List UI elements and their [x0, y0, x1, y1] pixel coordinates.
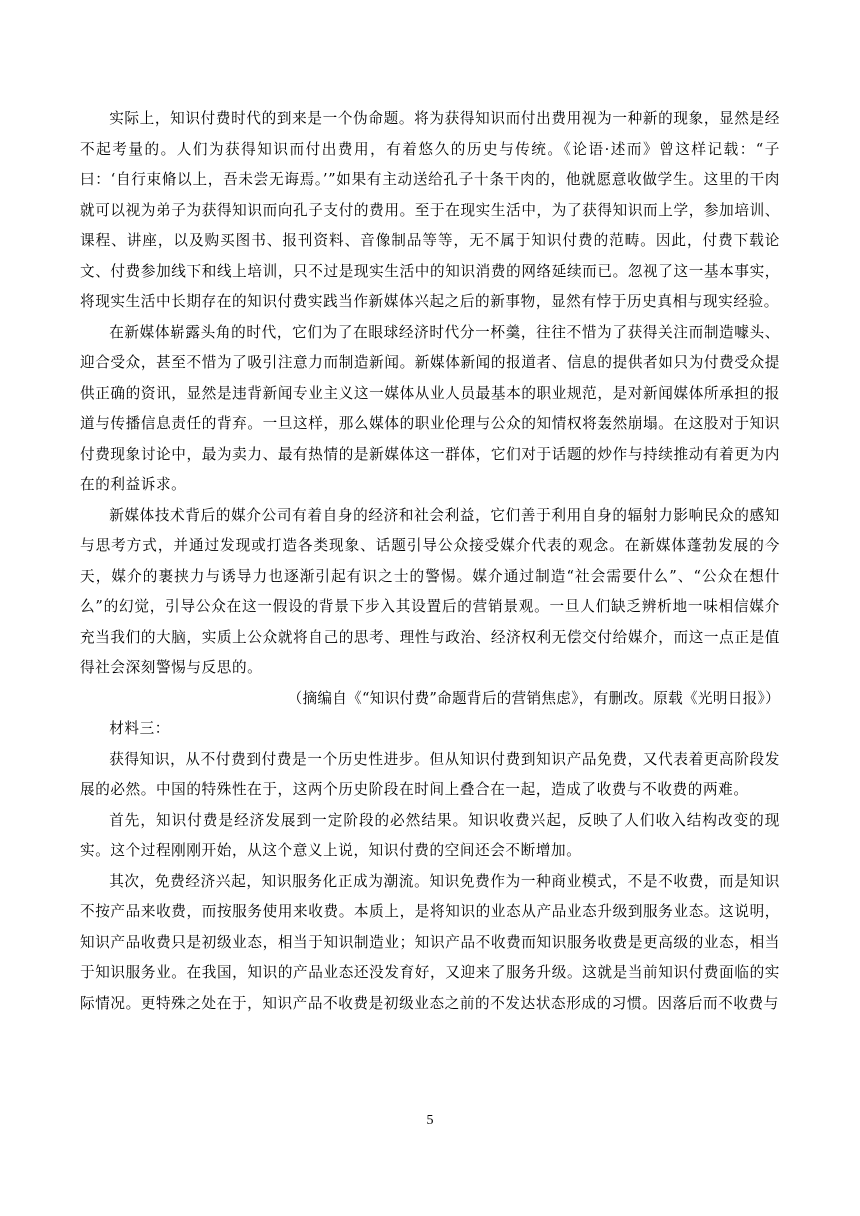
paragraph-5: 首先，知识付费是经济发展到一定阶段的必然结果。知识收费兴起，反映了人们收入结构改变的现实。这个过程刚刚开始，从这个意义上说，知识付费的空间还会不断增加。 — [80, 811, 780, 859]
paragraph-1: 实际上，知识付费时代的到来是一个伪命题。将为获得知识而付出费用视为一种新的现象，显然是经不起考量的。人们为获得知识而付出费用，有着悠久的历史与传统。《论语·述而》曾这样记载：“子曰：‘自行束脩以上，吾未尝无诲焉。’”如果有主动送给孔子十条干肉的，他就愿意收做学生。这里的干肉就可以视为弟子为获得知识而向孔子支付的费用。至于在现实生活中，为了获得知识而上学，参加培训、课程、讲座，以及购买图书、报刊资料、音像制品等等，无不属于知识付费的范畴。因此，付费下载论文、付费参加线下和线上培训，只不过是现实生活中的知识消费的网络延续而已。忽视了这一基本事实，将现实生活中长期存在的知识付费实践当作新媒体兴起之后的新事物，显然有悖于历史真相与现实经验。 — [80, 110, 780, 310]
paragraph-3: 新媒体技术背后的媒介公司有着自身的经济和社会利益，它们善于利用自身的辐射力影响民众的感知与思考方式，并通过发现或打造各类现象、话题引导公众接受媒介代表的观念。在新媒体蓬勃发展的今天，媒介的裹挟力与诱导力也逐渐引起有识之士的警惕。媒介通过制造“社会需要什么”、“公众在想什么”的幻觉，引导公众在这一假设的背景下步入其设置后的营销景观。一旦人们缺乏辨析地一味相信媒介充当我们的大脑，实质上公众就将自己的思考、理性与政治、经济权利无偿交付给媒介，而这一点正是值得社会深刻警惕与反思的。 — [80, 506, 780, 676]
source-citation: （摘编自《“知识付费”命题背后的营销焦虑》，有删改。原载《光明日报》） — [287, 689, 780, 707]
paragraph-6: 其次，免费经济兴起，知识服务化正成为潮流。知识免费作为一种商业模式，不是不收费，而是知识不按产品来收费，而按服务使用来收费。本质上，是将知识的业态从产品业态升级到服务业态。这说明，知识产品收费只是初级业态，相当于知识制造业；知识产品不收费而知识服务收费是更高级的业态，相当于知识服务业。在我国，知识的产品业态还没发育好，又迎来了服务升级。这就是当前知识付费面临的实际情况。更特殊之处在于，知识产品不收费是初级业态之前的不发达状态形成的习惯。因落后而不收费与 — [80, 872, 780, 1012]
paragraph-2: 在新媒体崭露头角的时代，它们为了在眼球经济时代分一杯羹，往往不惜为了获得关注而制造噱头、迎合受众，甚至不惜为了吸引注意力而制造新闻。新媒体新闻的报道者、信息的提供者如只为付费受众提供正确的资讯，显然是违背新闻专业主义这一媒体从业人员最基本的职业规范，是对新闻媒体所承担的报道与传播信息责任的背弃。一旦这样，那么媒体的职业伦理与公众的知情权将轰然崩塌。在这股对于知识付费现象讨论中，最为卖力、最有热情的是新媒体这一群体，它们对于话题的炒作与持续推动有着更为内在的利益诉求。 — [80, 323, 780, 493]
document-body — [80, 104, 780, 1019]
material-label: 材料三： — [109, 720, 170, 737]
paragraph-4: 获得知识，从不付费到付费是一个历史性进步。但从知识付费到知识产品免费，又代表着更高阶段发展的必然。中国的特殊性在于，这两个历史阶段在时间上叠合在一起，造成了收费与不收费的两难。 — [80, 750, 780, 798]
page-number: 5 — [426, 1113, 434, 1128]
